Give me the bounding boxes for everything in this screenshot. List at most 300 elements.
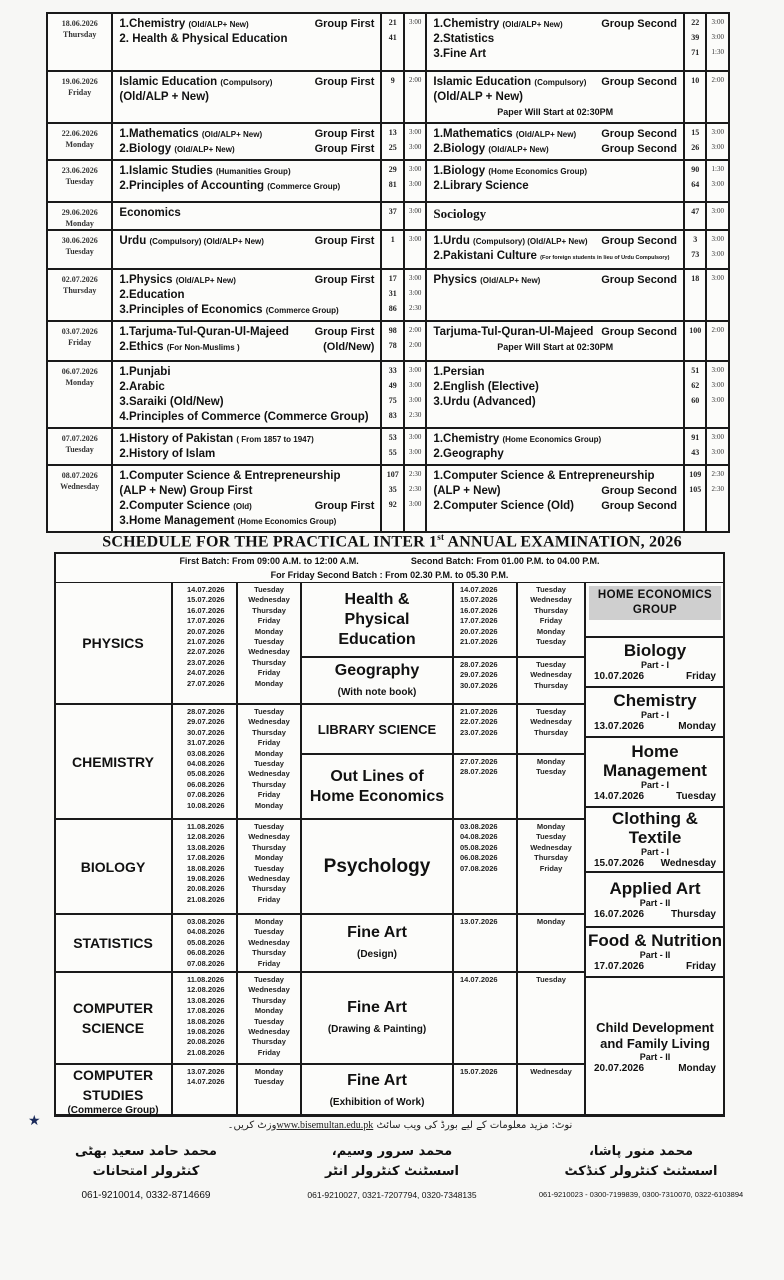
paper-code: 15 <box>691 128 700 137</box>
home-economics-item: Applied Art Part - II 16.07.2026 Thursday <box>585 872 725 927</box>
duration: 2:00 <box>408 76 422 84</box>
group-second-subjects <box>426 123 684 160</box>
practical-dates: 11.08.2026 12.08.2026 13.08.2026 17.08.2026 18.08.2026 19.08.2026 20.08.2026 21.08.2026 <box>172 972 237 1064</box>
subject-line: 2.Computer Science (Old) Group Second <box>433 500 677 512</box>
durations <box>404 71 426 123</box>
practical-days: Monday Tuesday <box>517 754 585 819</box>
practical-dates: 15.07.2026 <box>453 1064 517 1117</box>
duration: 3:00 <box>408 207 422 215</box>
duration: 3:00 <box>711 128 724 136</box>
paper-code: 10 <box>691 76 700 85</box>
durations <box>404 160 426 202</box>
day-text: Monday <box>65 378 94 387</box>
subject-line: 3.Urdu (Advanced) <box>433 396 536 408</box>
practical-subject: Psychology <box>301 819 453 914</box>
first-batch: First Batch: From 09:00 A.M. to 12:00 A.M. <box>179 556 359 566</box>
duration: 2:00 <box>408 341 422 349</box>
group-first-subjects <box>112 13 381 71</box>
practical-dates: 14.07.2026 15.07.2026 16.07.2026 17.07.2026 20.07.2026 21.07.2026 <box>453 582 517 657</box>
exam-date <box>47 465 112 532</box>
practical-dates: 11.08.2026 12.08.2026 13.08.2026 17.08.2026 18.08.2026 19.08.2026 20.08.2026 21.08.2026 <box>172 819 237 914</box>
duration: 3:00 <box>711 180 724 188</box>
practical-dates: 21.07.2026 22.07.2026 23.07.2026 <box>453 704 517 754</box>
duration: 3:00 <box>711 235 724 243</box>
duration: 2:30 <box>408 485 422 493</box>
paper-code: 22 <box>691 18 700 27</box>
signatory-assistant-conduct: محمد منور پاشا، اسسٹنٹ کنٹرولر کنڈکٹ 061-9210023 - 0300-7199839, 0300-7310070, 0322-6103894 <box>538 1144 744 1199</box>
durations <box>706 202 729 230</box>
duration: 2:00 <box>408 326 422 334</box>
subject-line: 4.Principles of Commerce (Commerce Group) <box>119 411 369 423</box>
duration: 3:00 <box>408 366 422 374</box>
group-first-subjects <box>112 123 381 160</box>
practical-subject: Health & Physical Education <box>301 582 453 657</box>
date-text: 08.07.2026 <box>61 471 98 480</box>
practical-subject: Out Lines of Home Economics <box>301 754 453 819</box>
paper-code: 71 <box>691 48 700 57</box>
paper-codes <box>684 202 706 230</box>
group-second-subjects <box>426 361 684 428</box>
durations <box>706 428 729 465</box>
practical-dates: 14.07.2026 <box>453 972 517 1064</box>
duration: 3:00 <box>408 180 422 188</box>
paper-code: 3 <box>693 235 698 244</box>
group-second-subjects <box>426 202 684 230</box>
paper-codes <box>684 269 706 321</box>
date-text: 23.06.2026 <box>61 166 98 175</box>
datesheet-row <box>47 230 729 269</box>
paper-codes <box>381 269 403 321</box>
practical-days: Monday <box>517 914 585 972</box>
duration: 2:30 <box>408 304 422 312</box>
paper-code: 51 <box>691 366 700 375</box>
duration: 3:00 <box>711 433 724 441</box>
duration: 3:00 <box>711 396 724 404</box>
duration: 3:00 <box>711 207 724 215</box>
subject-line: 3.Fine Art <box>433 48 487 60</box>
practical-days: Tuesday Wednesday Thursday Monday Tuesday Wednesday Thursday Friday <box>237 972 301 1064</box>
group-first-subjects <box>112 321 381 361</box>
paper-code: 26 <box>691 143 700 152</box>
duration: 2:30 <box>408 470 422 478</box>
duration: 3:00 <box>408 274 422 282</box>
practical-days: Monday Tuesday Wednesday Thursday Friday <box>517 819 585 914</box>
day-text: Monday <box>65 140 94 149</box>
duration: 3:00 <box>408 500 422 508</box>
paper-code: 53 <box>388 433 397 442</box>
subject-line: 1.History of Pakistan ( From 1857 to 1947) <box>119 433 314 445</box>
durations <box>706 321 729 361</box>
subject-line: Urdu (Compulsory) (Old/ALP+ New) Group First <box>119 235 375 247</box>
durations <box>404 202 426 230</box>
duration: 2:00 <box>711 76 724 84</box>
practical-days: Wednesday <box>517 1064 585 1117</box>
paper-code: 37 <box>388 207 397 216</box>
paper-code: 49 <box>388 381 397 390</box>
practical-subject: Fine Art (Exhibition of Work) <box>301 1064 453 1117</box>
practical-days: Tuesday Wednesday Thursday <box>517 657 585 704</box>
practical-dates: 28.07.2026 29.07.2026 30.07.2026 <box>453 657 517 704</box>
subject-line: 2.Pakistani Culture (For foreign students in lieu of Urdu Compulsory) <box>433 250 670 262</box>
date-text: 07.07.2026 <box>61 434 98 443</box>
subject-line: 2.English (Elective) <box>433 381 539 393</box>
paper-code: 75 <box>388 396 397 405</box>
duration: 3:00 <box>408 128 422 136</box>
group-second-subjects <box>426 465 684 532</box>
subject-line: (Old/ALP + New) <box>119 91 209 103</box>
subject-line: 1.Chemistry (Old/ALP+ New) Group Second <box>433 18 677 30</box>
paper-codes <box>381 71 403 123</box>
paper-code: 9 <box>390 76 395 85</box>
duration: 3:00 <box>711 143 724 151</box>
paper-code: 98 <box>388 326 397 335</box>
paper-code: 25 <box>388 143 397 152</box>
durations <box>404 321 426 361</box>
date-text: 02.07.2026 <box>61 275 98 284</box>
paper-code: 83 <box>388 411 397 420</box>
subject-line: 2.History of Islam <box>119 448 216 460</box>
date-text: 03.07.2026 <box>61 327 98 336</box>
practical-subject: CHEMISTRY <box>54 704 172 819</box>
paper-codes <box>381 321 403 361</box>
group-first-subjects <box>112 465 381 532</box>
paper-code: 100 <box>689 326 702 335</box>
group-second-subjects <box>426 13 684 71</box>
group-first-subjects <box>112 160 381 202</box>
group-first-subjects <box>112 71 381 123</box>
date-text: 22.06.2026 <box>61 129 98 138</box>
star-icon: ★ <box>28 1112 41 1128</box>
duration: 1:30 <box>711 165 724 173</box>
paper-codes <box>381 465 403 532</box>
practical-subject: COMPUTER STUDIES (Commerce Group) <box>54 1064 172 1117</box>
exam-date <box>47 321 112 361</box>
duration: 3:00 <box>711 274 724 282</box>
paper-codes <box>381 361 403 428</box>
signatory-assistant-inter: محمد سرور وسیم، اسسٹنٹ کنٹرولر انٹر 061-9210027, 0321-7207794, 0320-7348135 <box>307 1144 477 1200</box>
duration: 3:00 <box>711 33 724 41</box>
practical-dates: 13.07.2026 <box>453 914 517 972</box>
group-first-subjects <box>112 361 381 428</box>
paper-codes <box>684 361 706 428</box>
subject-line: 2.Principles of Accounting (Commerce Group) <box>119 180 341 192</box>
duration: 3:00 <box>711 250 724 258</box>
practical-days: Monday Tuesday Wednesday Thursday Friday <box>237 914 301 972</box>
subject-line: 3.Home Management (Home Economics Group) <box>119 515 337 527</box>
practical-days: Monday Tuesday <box>237 1064 301 1117</box>
subject-line: Islamic Education (Compulsory) Group Second <box>433 76 677 88</box>
home-economics-item: Child Development and Family Living Part - II 20.07.2026 Monday <box>585 977 725 1117</box>
subject-line: (ALP + New) Group Second <box>433 485 677 497</box>
subject-line: 2.Biology (Old/ALP+ New) Group First <box>119 143 375 155</box>
datesheet-row <box>47 428 729 465</box>
duration: 3:00 <box>711 448 724 456</box>
paper-code: 105 <box>689 485 702 494</box>
exam-date <box>47 361 112 428</box>
paper-codes <box>381 160 403 202</box>
day-text: Wednesday <box>60 482 100 491</box>
subject-line: 2.Education <box>119 289 185 301</box>
datesheet-row <box>47 13 729 71</box>
website-link[interactable]: www.bisemultan.edu.pk <box>276 1120 374 1131</box>
duration: 3:00 <box>408 235 422 243</box>
day-text: Tuesday <box>65 247 94 256</box>
home-economics-item: Chemistry Part - I 13.07.2026 Monday <box>585 687 725 737</box>
friday-batch: For Friday Second Batch : From 02.30 P.M. to 05.30 P.M. <box>270 570 509 580</box>
durations <box>706 71 729 123</box>
durations <box>706 465 729 532</box>
durations <box>706 13 729 71</box>
paper-code: 17 <box>388 274 397 283</box>
date-text: 19.06.2026 <box>61 77 98 86</box>
paper-codes <box>381 13 403 71</box>
subject-line: 1.Mathematics (Old/ALP+ New) Group Second <box>433 128 677 140</box>
paper-codes <box>381 123 403 160</box>
group-second-subjects <box>426 71 684 123</box>
subject-line: 1.Physics (Old/ALP+ New) Group First <box>119 274 375 286</box>
practical-dates: 03.08.2026 04.08.2026 05.08.2026 06.08.2026 07.08.2026 <box>453 819 517 914</box>
exam-date <box>47 202 112 230</box>
duration: 3:00 <box>408 165 422 173</box>
subject-line: 2.Library Science <box>433 180 529 192</box>
subject-line: Physics (Old/ALP+ New) Group Second <box>433 274 677 286</box>
practical-days: Tuesday Wednesday Thursday Friday Monday Tuesday <box>517 582 585 657</box>
subject-line: Economics <box>119 207 181 219</box>
paper-code: 86 <box>388 304 397 313</box>
subject-line: (Old/ALP + New) <box>433 91 523 103</box>
paper-codes <box>684 321 706 361</box>
day-text: Tuesday <box>65 177 94 186</box>
durations <box>706 230 729 269</box>
website-note: نوٹ: مزید معلومات کے لیے بورڈ کی ویب سائٹ www.bisemultan.edu.pkوزٹ کریں۔ <box>227 1120 573 1131</box>
duration: 1:30 <box>711 48 724 56</box>
paper-code: 33 <box>388 366 397 375</box>
day-text: Friday <box>68 338 92 347</box>
subject-line: 1.Punjabi <box>119 366 171 378</box>
paper-code: 1 <box>390 235 395 244</box>
paper-codes <box>381 202 403 230</box>
subject-line: 1.Islamic Studies (Humanities Group) <box>119 165 291 177</box>
paper-codes <box>684 230 706 269</box>
paper-code: 13 <box>388 128 397 137</box>
paper-code: 60 <box>691 396 700 405</box>
practical-dates: 14.07.2026 15.07.2026 16.07.2026 17.07.2026 20.07.2026 21.07.2026 22.07.2026 23.07.2026 24.07.2026 27.07.2026 <box>172 582 237 704</box>
paper-code: 55 <box>388 448 397 457</box>
duration: 2:30 <box>711 485 724 493</box>
datesheet-row <box>47 361 729 428</box>
batch-timings <box>56 554 723 568</box>
durations <box>706 123 729 160</box>
duration: 3:00 <box>408 433 422 441</box>
subject-line: 1.Chemistry (Home Economics Group) <box>433 433 602 445</box>
durations <box>706 160 729 202</box>
subject-line: 1.Persian <box>433 366 485 378</box>
duration: 3:00 <box>408 18 422 26</box>
subject-line: 3.Principles of Economics (Commerce Group) <box>119 304 339 316</box>
paper-code: 73 <box>691 250 700 259</box>
exam-date <box>47 71 112 123</box>
day-text: Monday <box>65 219 94 228</box>
paper-codes <box>684 123 706 160</box>
duration: 3:00 <box>408 289 422 297</box>
practical-dates: 28.07.2026 29.07.2026 30.07.2026 31.07.2026 03.08.2026 04.08.2026 05.08.2026 06.08.2026 07.08.2026 10.08.2026 <box>172 704 237 819</box>
theory-datesheet-table <box>46 12 730 533</box>
date-text: 29.06.2026 <box>61 208 98 217</box>
paper-codes <box>684 428 706 465</box>
durations <box>404 13 426 71</box>
practical-subject: COMPUTER SCIENCE <box>54 972 172 1064</box>
subject-line: 2.Statistics <box>433 33 495 45</box>
paper-code: 29 <box>388 165 397 174</box>
practical-dates: 13.07.2026 14.07.2026 <box>172 1064 237 1117</box>
practical-days: Tuesday Wednesday Thursday Friday Monday Tuesday Wednesday Thursday Friday Monday <box>237 704 301 819</box>
practical-dates: 27.07.2026 28.07.2026 <box>453 754 517 819</box>
subject-line: 1.Computer Science & Entrepreneurship <box>119 470 341 482</box>
paper-codes <box>684 160 706 202</box>
duration: 2:30 <box>408 411 422 419</box>
durations <box>404 428 426 465</box>
practical-days: Tuesday Wednesday Thursday Monday Tuesday Wednesday Thursday Friday <box>237 819 301 914</box>
subject-line: 1.Mathematics (Old/ALP+ New) Group First <box>119 128 375 140</box>
durations <box>404 465 426 532</box>
second-batch: Second Batch: From 01.00 P.M. to 04.00 P.M. <box>410 556 600 566</box>
exam-date <box>47 428 112 465</box>
practical-subject: BIOLOGY <box>54 819 172 914</box>
paper-code: 109 <box>689 470 702 479</box>
day-text: Tuesday <box>65 445 94 454</box>
group-first-subjects <box>112 269 381 321</box>
subject-line: 2.Ethics (For Non-Muslims ) (Old/New) <box>119 341 375 353</box>
duration: 3:00 <box>711 18 724 26</box>
paper-code: 18 <box>691 274 700 283</box>
group-second-subjects <box>426 428 684 465</box>
duration: 3:00 <box>711 381 724 389</box>
paper-code: 91 <box>691 433 700 442</box>
subject-line: 1.Biology (Home Economics Group) <box>433 165 588 177</box>
subject-line: (ALP + New) Group First <box>119 485 253 497</box>
paper-code: 90 <box>691 165 700 174</box>
durations <box>404 361 426 428</box>
datesheet-row <box>47 160 729 202</box>
paper-code: 31 <box>388 289 397 298</box>
practical-title: SCHEDULE FOR THE PRACTICAL INTER 1st ANNUAL EXAMINATION, 2026 <box>102 532 682 551</box>
datesheet-row <box>47 71 729 123</box>
practical-days: Tuesday <box>517 972 585 1064</box>
day-text: Friday <box>68 88 92 97</box>
paper-code: 21 <box>388 18 397 27</box>
durations <box>706 269 729 321</box>
paper-codes <box>684 71 706 123</box>
home-economics-item: Home Management Part - I 14.07.2026 Tuesday <box>585 737 725 807</box>
exam-date <box>47 269 112 321</box>
subject-line: 1.Tarjuma-Tul-Quran-Ul-Majeed Group First <box>119 326 375 338</box>
subject-line: 3.Saraiki (Old/New) <box>119 396 224 408</box>
duration: 3:00 <box>408 396 422 404</box>
subject-line: Sociology <box>433 206 487 221</box>
paper-code: 35 <box>388 485 397 494</box>
paper-code: 41 <box>388 33 397 42</box>
paper-code: 78 <box>388 341 397 350</box>
exam-date <box>47 13 112 71</box>
group-second-subjects <box>426 321 684 361</box>
paper-code: 107 <box>386 470 399 479</box>
group-second-subjects <box>426 269 684 321</box>
practical-days: Tuesday Wednesday Thursday Friday Monday Tuesday Wednesday Thursday Friday Monday <box>237 582 301 704</box>
practical-subject: LIBRARY SCIENCE <box>301 704 453 754</box>
paper-code: 47 <box>691 207 700 216</box>
group-first-subjects <box>112 202 381 230</box>
duration: 2:00 <box>711 326 724 334</box>
subject-line: 1.Computer Science & Entrepreneurship <box>433 470 655 482</box>
subject-line: 2. Health & Physical Education <box>119 33 288 45</box>
practical-subject: Fine Art (Drawing & Painting) <box>301 972 453 1064</box>
exam-date <box>47 160 112 202</box>
subject-line: 2.Biology (Old/ALP+ New) Group Second <box>433 143 677 155</box>
datesheet-row <box>47 202 729 230</box>
date-text: 06.07.2026 <box>61 367 98 376</box>
home-economics-item: Clothing & Textile Part - I 15.07.2026 Wednesday <box>585 807 725 872</box>
practical-subject: Fine Art (Design) <box>301 914 453 972</box>
paper-code: 92 <box>388 500 397 509</box>
practical-dates: 03.08.2026 04.08.2026 05.08.2026 06.08.2026 07.08.2026 <box>172 914 237 972</box>
subject-line: Islamic Education (Compulsory) Group First <box>119 76 375 88</box>
subject-line: 2.Computer Science (Old) Group First <box>119 500 375 512</box>
subject-line: Tarjuma-Tul-Quran-Ul-Majeed Group Second <box>433 326 677 338</box>
duration: 3:00 <box>408 381 422 389</box>
home-economics-item: Food & Nutrition Part - II 17.07.2026 Friday <box>585 927 725 977</box>
paper-codes <box>381 428 403 465</box>
paper-code: 62 <box>691 381 700 390</box>
paper-codes <box>684 465 706 532</box>
duration: 3:00 <box>408 448 422 456</box>
start-time-note: Paper Will Start at 02:30PM <box>497 342 614 352</box>
practical-days: Tuesday Wednesday Thursday <box>517 704 585 754</box>
home-economics-item: Biology Part - I 10.07.2026 Friday <box>585 637 725 687</box>
date-text: 30.06.2026 <box>61 236 98 245</box>
exam-date <box>47 230 112 269</box>
signatory-controller: محمد حامد سعید بھٹی کنٹرولر امتحانات 061-9210014, 0332-8714669 <box>75 1144 217 1201</box>
subject-line: 1.Chemistry (Old/ALP+ New) Group First <box>119 18 375 30</box>
duration: 3:00 <box>408 143 422 151</box>
datesheet-row <box>47 269 729 321</box>
practical-subject: Geography (With note book) <box>301 657 453 704</box>
durations <box>706 361 729 428</box>
home-economics-header: HOME ECONOMICS GROUP <box>585 582 725 637</box>
practical-subject: PHYSICS <box>54 582 172 704</box>
durations <box>404 230 426 269</box>
paper-code: 64 <box>691 180 700 189</box>
paper-code: 43 <box>691 448 700 457</box>
subject-line: 1.Urdu (Compulsory) (Old/ALP+ New) Group Second <box>433 235 677 247</box>
group-first-subjects <box>112 428 381 465</box>
duration: 3:00 <box>711 366 724 374</box>
datesheet-row <box>47 321 729 361</box>
practical-schedule <box>54 552 725 1116</box>
group-second-subjects <box>426 160 684 202</box>
paper-code: 81 <box>388 180 397 189</box>
duration: 2:30 <box>711 470 724 478</box>
exam-date <box>47 123 112 160</box>
subject-line: 2.Arabic <box>119 381 165 393</box>
day-text: Thursday <box>63 30 97 39</box>
date-text: 18.06.2026 <box>61 19 98 28</box>
practical-subject: STATISTICS <box>54 914 172 972</box>
durations <box>404 269 426 321</box>
paper-code: 39 <box>691 33 700 42</box>
paper-codes <box>684 13 706 71</box>
durations <box>404 123 426 160</box>
start-time-note: Paper Will Start at 02:30PM <box>497 107 614 117</box>
